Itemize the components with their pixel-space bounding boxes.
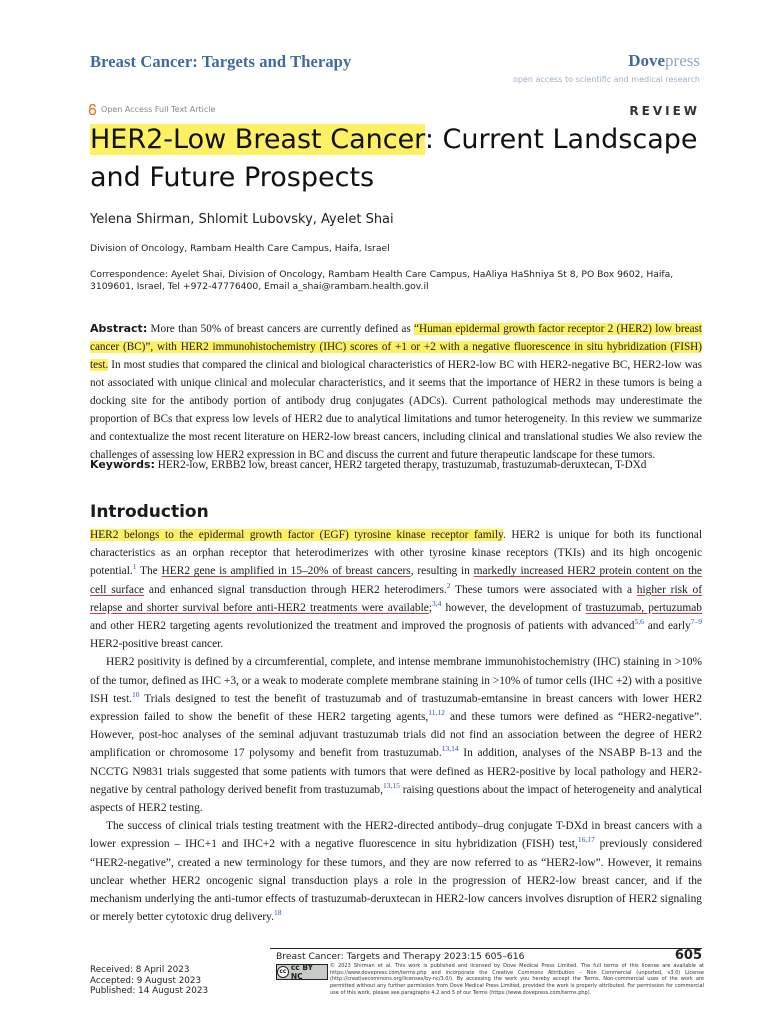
footer-divider [270,948,702,949]
underlined-text: trastuzumab, pertuzumab [585,601,702,614]
underlined-text: markedly increased HER2 protein content on the cell surface [90,565,702,596]
text-span: and enhanced signal transduction through HER2 heterodimers. [144,583,447,596]
citation-ref[interactable]: 2 [446,580,451,590]
section-heading-introduction: Introduction [90,502,209,522]
introduction-body [90,526,702,926]
underlined-text: HER2 gene is amplified in 15–20% of breast cancers [161,565,411,578]
abstract-rest: In most studies that compared the clinical and biological characteristics of HER2-low BC with HER2-negative BC, HER2-low was not associated with unique clinical and molecular characteristics, and it seems that the importance of HER2 in these tumors is being a docking site for the antibody portion of antibody drug conjugates (ADCs). Current pathological methods may underestimate the proportion of BCs that express low levels of HER2 due to analytical limitations and tumor heterogeneity. In this review we summarize and contextualize the most recent literature on HER2-low breast cancers, including clinical and translational studies We also review the challenges of assessing low HER2 expression in BC and discuss the current and future therapeutic landscape for these tumors. [90,359,702,461]
open-lock-icon [88,104,97,115]
text-span: HER2 positivity is defined by a circumferential, complete, and intense membrane immunohistochemistry (IHC) staining in >10% of the tumor, defined as IHC +3, or a weak to moderate complete membrane staining in >10% of tumor cells (IHC +2) with a positive ISH test. [90,656,702,705]
keywords-list: HER2-low, ERBB2 low, breast cancer, HER2 targeted therapy, trastuzumab, trastuzumab-deruxtecan, T-DXd [157,459,647,471]
affiliation: Division of Oncology, Rambam Health Care Campus, Haifa, Israel [90,243,390,254]
text-span: raising questions about the impact of heterogeneity and analytical aspects of HER2 testing. [90,783,703,815]
text-span: . HER2 is unique for both its functional characteristics as an orphan receptor that heterodimerizes with other tyrosine kinase receptors (TKIs) and its high oncogenic potential. [90,529,702,578]
correspondence: Correspondence: Ayelet Shai, Division of Oncology, Rambam Health Care Campus, HaAliya HaShniya St 8, PO Box 9602, Haifa, 3109601, Israel, Tel +972-47776400, Email a_shai@rambam.health.gov.il [90,269,674,292]
published-date: Published: 14 August 2023 [90,986,209,996]
publisher-logo[interactable] [628,51,700,71]
text-span: however, the development of [441,601,586,614]
footer-citation[interactable]: Breast Cancer: Targets and Therapy 2023:15 605–616 [276,951,525,962]
text-span: Trials designed to test the benefit of trastuzumab and of trastuzumab-emtansine in breast cancers with lower HER2 expression failed to show the benefit of these HER2 targeting agents, [90,692,702,724]
citation-ref[interactable]: 18 [273,908,282,918]
citation-ref[interactable]: 10 [131,690,140,700]
text-span: The success of clinical trials testing treatment with the HER2-directed antibody–drug conjugate T-DXd in breast cancers with a lower expression – IHC+1 and IHC+2 with a negative fluorescence in situ hybridization (FISH) test, [90,820,702,851]
text-span: HER2-positive breast cancer. [90,638,224,651]
abstract-highlight: “Human epidermal growth factor receptor 2 (HER2) low breast cancer (BC)”, with HER2 immunohistochemistry (IHC) scores of +1 or +2 with a negative fluorescence in situ hybridization (FISH) test. [90,323,703,371]
license-text: © 2023 Shirman et al. This work is published and licensed by Dove Medical Press Limited. The full terms of this license are available at https://www.dovepress.com/terms.php and incorporate the Creative Commons Attribution – Non Commercial (unported, v3.0) License (http://creativecommons.org/licenses/by-nc/3.0/). By accessing the work you hereby accept the Terms. Non-commercial uses of the work are permitted without any further permission from Dove Medical Press Limited, provided the work is properly attributed. For permission for commercial use of this work, please see paragraphs 4.2 and 5 of our Terms (https://www.dovepress.com/terms.php). [330,963,704,996]
cc-license-icon[interactable] [276,964,328,980]
citation-ref[interactable]: 7–9 [690,617,702,627]
paragraph-3 [90,817,702,926]
text-span: In addition, analyses of the NSABP B-13 and the NCCTG N9831 trials suggested that some patients with tumors that were defined as HER2-positive by local pathology and HER2-negative by central pathology derived benefit from trastuzumab, [90,747,702,796]
abstract-label: Abstract: [90,322,148,335]
citation-ref[interactable]: 1 [132,562,137,572]
abstract [90,320,702,464]
authors: Yelena Shirman, Shlomit Lubovsky, Ayelet Shai [90,212,394,227]
text-span: , resulting in [410,565,474,578]
publication-dates [90,965,208,997]
paragraph-2 [90,653,702,817]
page-number: 605 [674,948,702,963]
article-title [90,121,710,197]
citation-ref[interactable]: 13,15 [382,781,400,791]
keywords [90,456,702,474]
received-date: Received: 8 April 2023 [90,965,190,975]
highlighted-sentence: HER2 belongs to the epidermal growth factor (EGF) tyrosine kinase receptor family [90,529,503,541]
citation-ref[interactable]: 3,4 [431,599,442,609]
underlined-text: higher risk of relapse and shorter survival before anti-HER2 treatments were available [90,583,703,614]
publisher-tagline: open access to scientific and medical research [513,75,700,84]
citation-ref[interactable]: 11,12 [428,708,445,718]
cc-badge-label: cc BY NC [290,963,314,981]
text-span: and early [643,620,691,633]
text-span: The [136,565,162,578]
citation-ref[interactable]: 5,6 [634,617,644,627]
text-span: ; [428,601,432,614]
citation-ref[interactable]: 16,17 [577,835,595,845]
title-rest: : Current Landscape and Future Prospects [90,124,698,193]
publisher-main: Dove [628,51,666,70]
abstract-intro: More than 50% of breast cancers are currently defined as [150,323,415,335]
text-span: and these tumors were defined as “HER2-negative”. However, post-hoc analyses of the seminal adjuvant trastuzumab trials did not find an association between the degree of HER2 amplification or chromosome 17 polysomy and benefit from trastuzumab. [90,711,702,760]
publisher-suffix: press [665,51,700,70]
open-access-badge[interactable] [88,104,215,115]
keywords-label: Keywords: [90,458,155,471]
paragraph-1 [90,526,702,653]
text-span: previously considered “HER2-negative”, created a new terminology for these tumors, and they are now referred to as “HER2-low”. However, it remains unclear whether HER2 oncogenic signal transduction plays a role in the progression of HER2-low breast cancer, and if the mechanism underlying the anti-tumor effects of trastuzumab-deruxtecan in HER2-low cancers involves disruption of HER2 signaling or merely better cytotoxic drug delivery. [90,838,703,924]
accepted-date: Accepted: 9 August 2023 [90,975,202,986]
open-access-label: Open Access Full Text Article [101,105,216,114]
cc-circle-icon: cc [277,966,289,978]
text-span: and other HER2 targeting agents revolutionized the treatment and improved the prognosis of patients with advanced [90,620,635,633]
citation-ref[interactable]: 13,14 [441,744,459,754]
title-highlight: HER2-Low Breast Cancer [90,124,425,155]
article-type: REVIEW [629,104,700,118]
journal-name[interactable]: Breast Cancer: Targets and Therapy [90,52,352,71]
text-span: These tumors were associated with a [450,583,637,596]
